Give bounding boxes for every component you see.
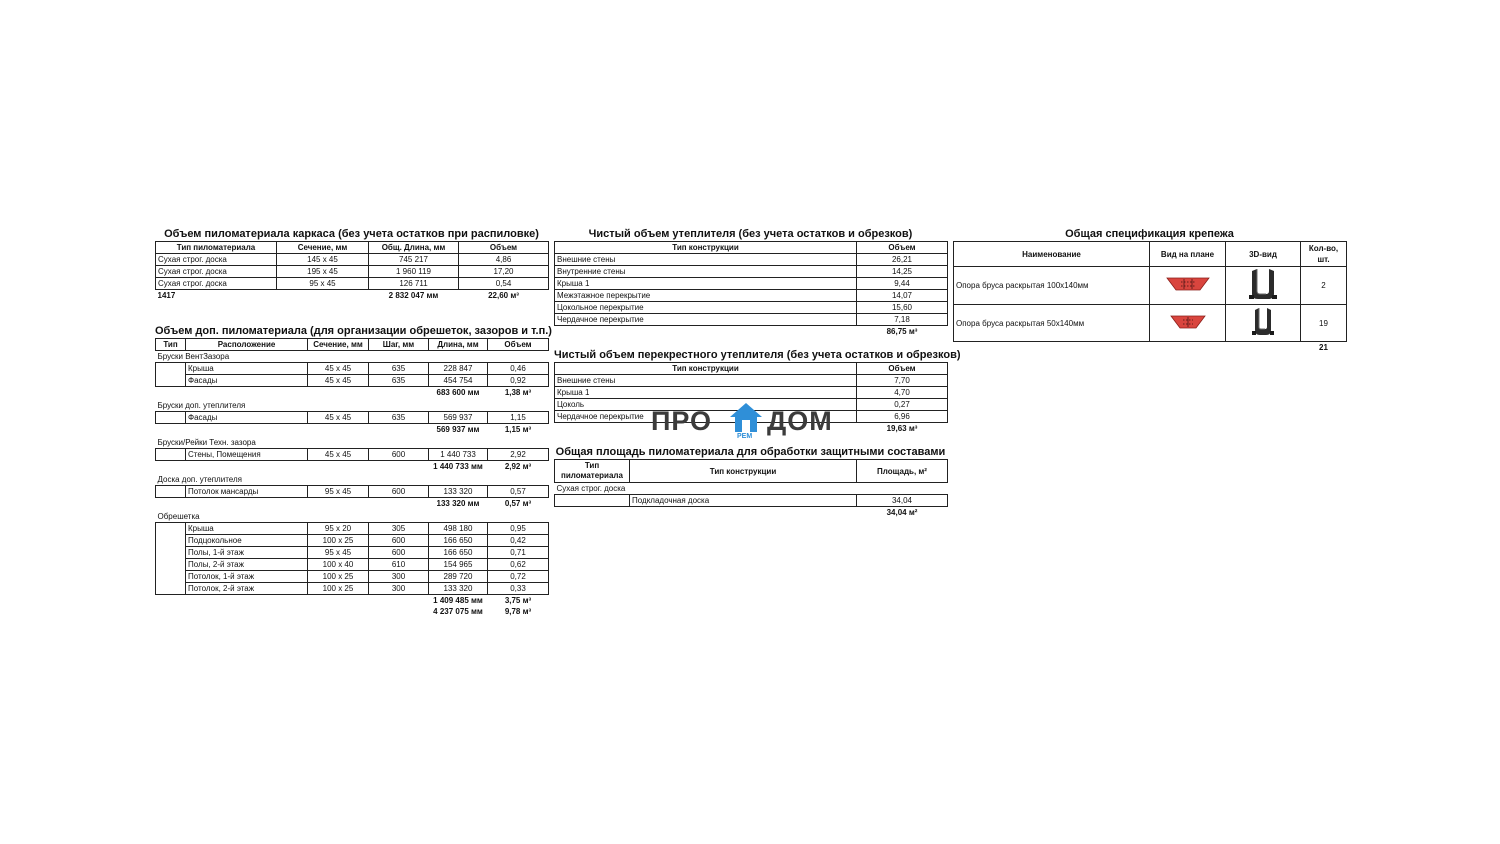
table-cell: 300 <box>369 583 429 595</box>
group-row <box>156 351 549 363</box>
table-cell: Цокольное перекрытие <box>555 302 857 314</box>
table-cell: 195 x 45 <box>277 266 369 278</box>
bracket-plan-icon <box>1166 276 1210 292</box>
empty-cell <box>1150 342 1226 354</box>
table-cell: 95 x 45 <box>308 486 369 498</box>
table-cell: Подкладочная доска <box>630 495 857 507</box>
table-row <box>156 559 549 571</box>
house-icon <box>729 402 763 434</box>
column-header: Тип конструкции <box>630 460 857 483</box>
table-row <box>156 254 549 266</box>
fasteners-section <box>953 228 1346 353</box>
frame-lumber-table <box>155 241 549 301</box>
subtotal-length: 133 320 мм <box>436 499 480 508</box>
table-cell: 133 320 <box>429 583 488 595</box>
group-row <box>555 483 948 495</box>
bracket-3d-icon <box>1248 267 1278 301</box>
table-row <box>156 363 549 375</box>
table-cell: 454 754 <box>429 375 488 387</box>
table-cell: 100 x 25 <box>308 571 369 583</box>
table-cell: 166 650 <box>429 535 488 547</box>
table-cell: 166 650 <box>429 547 488 559</box>
column-header: 3D-вид <box>1226 242 1301 267</box>
total-volume: 22,60 м³ <box>488 291 519 300</box>
table-cell: Потолок, 1-й этаж <box>186 571 308 583</box>
table-row <box>555 290 948 302</box>
empty-cell <box>954 342 1150 354</box>
column-header: Кол-во, шт. <box>1301 242 1347 267</box>
extra-lumber-title: Объем доп. пиломатериала (для организации обрешеток, зазоров и т.п.) <box>155 325 552 337</box>
subtotal-volume: 3,75 м³ <box>504 596 532 605</box>
table-cell: Цоколь <box>555 399 857 411</box>
table-cell: 610 <box>369 559 429 571</box>
table-cell: 17,20 <box>459 266 549 278</box>
table-row <box>156 412 549 424</box>
table-cell: Крыша <box>186 363 308 375</box>
subtotal-row <box>156 387 549 399</box>
table-cell: 569 937 <box>429 412 488 424</box>
empty-cell <box>156 498 429 510</box>
3d-view-cell <box>1226 305 1301 342</box>
subtotal-row <box>156 595 549 607</box>
group-name: Доска доп. утеплителя <box>157 475 242 484</box>
table-cell: 0,95 <box>488 523 549 535</box>
table-cell: 600 <box>369 547 429 559</box>
column-header: Площадь, м² <box>857 460 948 483</box>
table-cell: Внешние стены <box>555 375 857 387</box>
frame-lumber-title: Объем пиломатериала каркаса (без учета остатков при распиловке) <box>164 228 539 240</box>
table-cell: 0,62 <box>488 559 549 571</box>
table-cell: 7,70 <box>857 375 948 387</box>
table-cell: Крыша <box>186 523 308 535</box>
table-cell: 26,21 <box>857 254 948 266</box>
subtotal-volume: 1,38 м³ <box>504 388 532 397</box>
table-row <box>555 278 948 290</box>
total-row <box>555 507 948 519</box>
table-row <box>156 571 549 583</box>
total-row <box>156 290 549 302</box>
table-cell: 600 <box>369 486 429 498</box>
column-header: Объем <box>857 363 948 375</box>
table-cell: 228 847 <box>429 363 488 375</box>
table-cell: 0,33 <box>488 583 549 595</box>
table-cell: 0,27 <box>857 399 948 411</box>
plan-view-cell <box>1150 267 1226 305</box>
type-cell <box>156 523 186 595</box>
table-cell: 34,04 <box>857 495 948 507</box>
table-cell: 7,18 <box>857 314 948 326</box>
column-header: Общ. Длина, мм <box>369 242 459 254</box>
group-name: Бруски ВентЗазора <box>157 352 230 361</box>
table-row <box>555 375 948 387</box>
grand-total-row <box>156 606 549 617</box>
total-row <box>555 326 948 338</box>
empty-cell <box>555 326 857 338</box>
total-length: 2 832 047 мм <box>388 291 439 300</box>
column-header: Расположение <box>186 339 308 351</box>
cross-insulation-title: Чистый объем перекрестного утеплителя (без учета остатков и обрезков) <box>554 349 961 361</box>
insulation-section <box>554 228 947 337</box>
table-cell: Полы, 2-й этаж <box>186 559 308 571</box>
table-cell: 635 <box>369 363 429 375</box>
table-row <box>156 523 549 535</box>
table-cell: 635 <box>369 375 429 387</box>
table-row <box>555 495 948 507</box>
extra-lumber-section <box>155 325 552 617</box>
table-cell: 19 <box>1301 305 1347 342</box>
table-row <box>156 278 549 290</box>
table-cell: 289 720 <box>429 571 488 583</box>
type-cell <box>156 412 186 424</box>
type-cell <box>156 363 186 387</box>
empty-cell <box>156 595 429 607</box>
total-row <box>954 342 1347 354</box>
3d-view-cell <box>1226 267 1301 305</box>
table-cell: 0,71 <box>488 547 549 559</box>
total-area: 34,04 м² <box>886 508 918 517</box>
column-header: Шаг, мм <box>369 339 429 351</box>
table-cell: Чердачное перекрытие <box>555 411 857 423</box>
table-cell: 1,15 <box>488 412 549 424</box>
table-cell: 145 x 45 <box>277 254 369 266</box>
table-cell: 45 x 45 <box>308 363 369 375</box>
subtotal-row <box>156 461 549 473</box>
table-cell: 498 180 <box>429 523 488 535</box>
total-count: 1417 <box>157 291 176 300</box>
bracket-plan-icon <box>1170 314 1206 330</box>
table-cell: 14,07 <box>857 290 948 302</box>
group-name: Бруски доп. утеплителя <box>157 401 246 410</box>
subtotal-row <box>156 424 549 436</box>
table-cell: Крыша 1 <box>555 387 857 399</box>
table-cell: 95 x 45 <box>308 547 369 559</box>
table-row <box>954 305 1347 342</box>
table-cell: 0,57 <box>488 486 549 498</box>
table-row <box>555 266 948 278</box>
table-cell: 14,25 <box>857 266 948 278</box>
table-header-row <box>555 242 948 254</box>
table-cell: Опора бруса раскрытая 100x140мм <box>954 267 1150 305</box>
table-header-row <box>954 242 1347 267</box>
table-cell: Потолок, 2-й этаж <box>186 583 308 595</box>
type-cell <box>156 486 186 498</box>
insulation-table <box>554 241 948 337</box>
column-header: Тип конструкции <box>555 363 857 375</box>
treatment-table <box>554 459 948 518</box>
table-header-row <box>156 339 549 351</box>
fasteners-table <box>953 241 1347 353</box>
table-row <box>156 266 549 278</box>
table-header-row <box>156 242 549 254</box>
table-cell: 45 x 45 <box>308 449 369 461</box>
empty-cell <box>156 424 429 436</box>
column-header: Наименование <box>954 242 1150 267</box>
column-header: Объем <box>459 242 549 254</box>
grand-total-volume: 9,78 м³ <box>504 607 532 616</box>
empty-cell <box>1226 342 1301 354</box>
column-header: Сечение, мм <box>277 242 369 254</box>
column-header: Объем <box>488 339 549 351</box>
column-header: Тип пиломатериала <box>156 242 277 254</box>
table-cell: 45 x 45 <box>308 412 369 424</box>
subtotal-length: 683 600 мм <box>436 388 480 397</box>
table-cell: Сухая строг. доска <box>156 254 277 266</box>
table-cell: 305 <box>369 523 429 535</box>
treatment-title: Общая площадь пиломатериала для обработки защитными составами <box>555 446 946 458</box>
table-cell: 0,72 <box>488 571 549 583</box>
subtotal-length: 1 440 733 мм <box>433 462 483 471</box>
table-cell: Фасады <box>186 375 308 387</box>
table-row <box>156 583 549 595</box>
plan-view-cell <box>1150 305 1226 342</box>
table-cell: Внутренние стены <box>555 266 857 278</box>
table-row <box>156 547 549 559</box>
group-row <box>156 400 549 412</box>
table-cell: 45 x 45 <box>308 375 369 387</box>
table-cell: 4,70 <box>857 387 948 399</box>
subtotal-row <box>156 498 549 510</box>
group-row <box>156 511 549 523</box>
table-cell: 745 217 <box>369 254 459 266</box>
empty-cell <box>156 606 429 617</box>
table-cell: 600 <box>369 449 429 461</box>
subtotal-length: 569 937 мм <box>436 425 480 434</box>
table-cell: 95 x 20 <box>308 523 369 535</box>
subtotal-volume: 1,15 м³ <box>504 425 532 434</box>
table-row <box>954 267 1347 305</box>
subtotal-volume: 2,92 м³ <box>504 462 532 471</box>
table-cell: 0,92 <box>488 375 549 387</box>
table-cell: 2,92 <box>488 449 549 461</box>
treatment-section <box>554 446 947 518</box>
table-cell: 15,60 <box>857 302 948 314</box>
table-cell: 133 320 <box>429 486 488 498</box>
table-cell: 300 <box>369 571 429 583</box>
table-row <box>156 486 549 498</box>
prodom-logo <box>651 402 851 442</box>
table-cell: Крыша 1 <box>555 278 857 290</box>
table-cell: 1 960 119 <box>369 266 459 278</box>
table-cell: 600 <box>369 535 429 547</box>
group-name: Обрешетка <box>157 512 200 521</box>
group-name: Бруски/Рейки Техн. зазора <box>157 438 256 447</box>
table-cell: Сухая строг. доска <box>156 278 277 290</box>
table-row <box>156 535 549 547</box>
table-cell: 1 440 733 <box>429 449 488 461</box>
subtotal-length: 1 409 485 мм <box>433 596 483 605</box>
empty-cell <box>156 461 429 473</box>
column-header: Объем <box>857 242 948 254</box>
logo-left-text: ПРО <box>651 406 713 436</box>
column-header: Тип конструкции <box>555 242 857 254</box>
table-cell: Потолок мансарды <box>186 486 308 498</box>
table-cell: Опора бруса раскрытая 50x140мм <box>954 305 1150 342</box>
table-cell: Стены, Помещения <box>186 449 308 461</box>
empty-cell <box>277 290 369 302</box>
frame-lumber-section <box>155 228 548 301</box>
table-cell: Внешние стены <box>555 254 857 266</box>
insulation-title: Чистый объем утеплителя (без учета остатков и обрезков) <box>588 228 913 240</box>
table-cell: 6,96 <box>857 411 948 423</box>
logo-sub-text: РЕМ <box>737 433 753 440</box>
subtotal-volume: 0,57 м³ <box>504 499 532 508</box>
type-cell <box>156 449 186 461</box>
total-volume: 19,63 м³ <box>886 424 918 433</box>
table-header-row <box>555 363 948 375</box>
table-cell: Чердачное перекрытие <box>555 314 857 326</box>
logo-right-text: ДОМ <box>767 406 833 436</box>
table-row <box>555 387 948 399</box>
table-cell: Сухая строг. доска <box>156 266 277 278</box>
group-row <box>156 474 549 486</box>
table-row <box>555 314 948 326</box>
table-cell: 635 <box>369 412 429 424</box>
table-cell: Фасады <box>186 412 308 424</box>
extra-lumber-table <box>155 338 549 617</box>
table-cell: 9,44 <box>857 278 948 290</box>
table-cell: 100 x 25 <box>308 535 369 547</box>
bracket-3d-icon <box>1251 307 1275 337</box>
table-cell: Подцокольное <box>186 535 308 547</box>
table-cell: 154 965 <box>429 559 488 571</box>
table-cell: 95 x 45 <box>277 278 369 290</box>
table-cell: 0,42 <box>488 535 549 547</box>
total-volume: 86,75 м³ <box>886 327 918 336</box>
column-header: Вид на плане <box>1150 242 1226 267</box>
empty-cell <box>156 387 429 399</box>
table-row <box>156 449 549 461</box>
group-name: Сухая строг. доска <box>556 484 626 493</box>
table-cell: 126 711 <box>369 278 459 290</box>
column-header: Сечение, мм <box>308 339 369 351</box>
column-header: Тип <box>156 339 186 351</box>
table-cell: 2 <box>1301 267 1347 305</box>
table-cell: Межэтажное перекрытие <box>555 290 857 302</box>
column-header: Тип пиломатериала <box>555 460 630 483</box>
group-row <box>156 437 549 449</box>
column-header: Длина, мм <box>429 339 488 351</box>
total-qty: 21 <box>1319 343 1328 352</box>
fasteners-title: Общая спецификация крепежа <box>1065 228 1234 240</box>
table-cell: 100 x 40 <box>308 559 369 571</box>
table-header-row <box>555 460 948 483</box>
table-cell: 0,46 <box>488 363 549 375</box>
table-row <box>555 254 948 266</box>
table-cell: 100 x 25 <box>308 583 369 595</box>
table-cell: Полы, 1-й этаж <box>186 547 308 559</box>
grand-total-length: 4 237 075 мм <box>433 607 483 616</box>
empty-cell <box>555 507 857 519</box>
table-cell: 4,86 <box>459 254 549 266</box>
table-row <box>555 302 948 314</box>
type-cell <box>555 495 630 507</box>
table-cell: 0,54 <box>459 278 549 290</box>
table-row <box>156 375 549 387</box>
